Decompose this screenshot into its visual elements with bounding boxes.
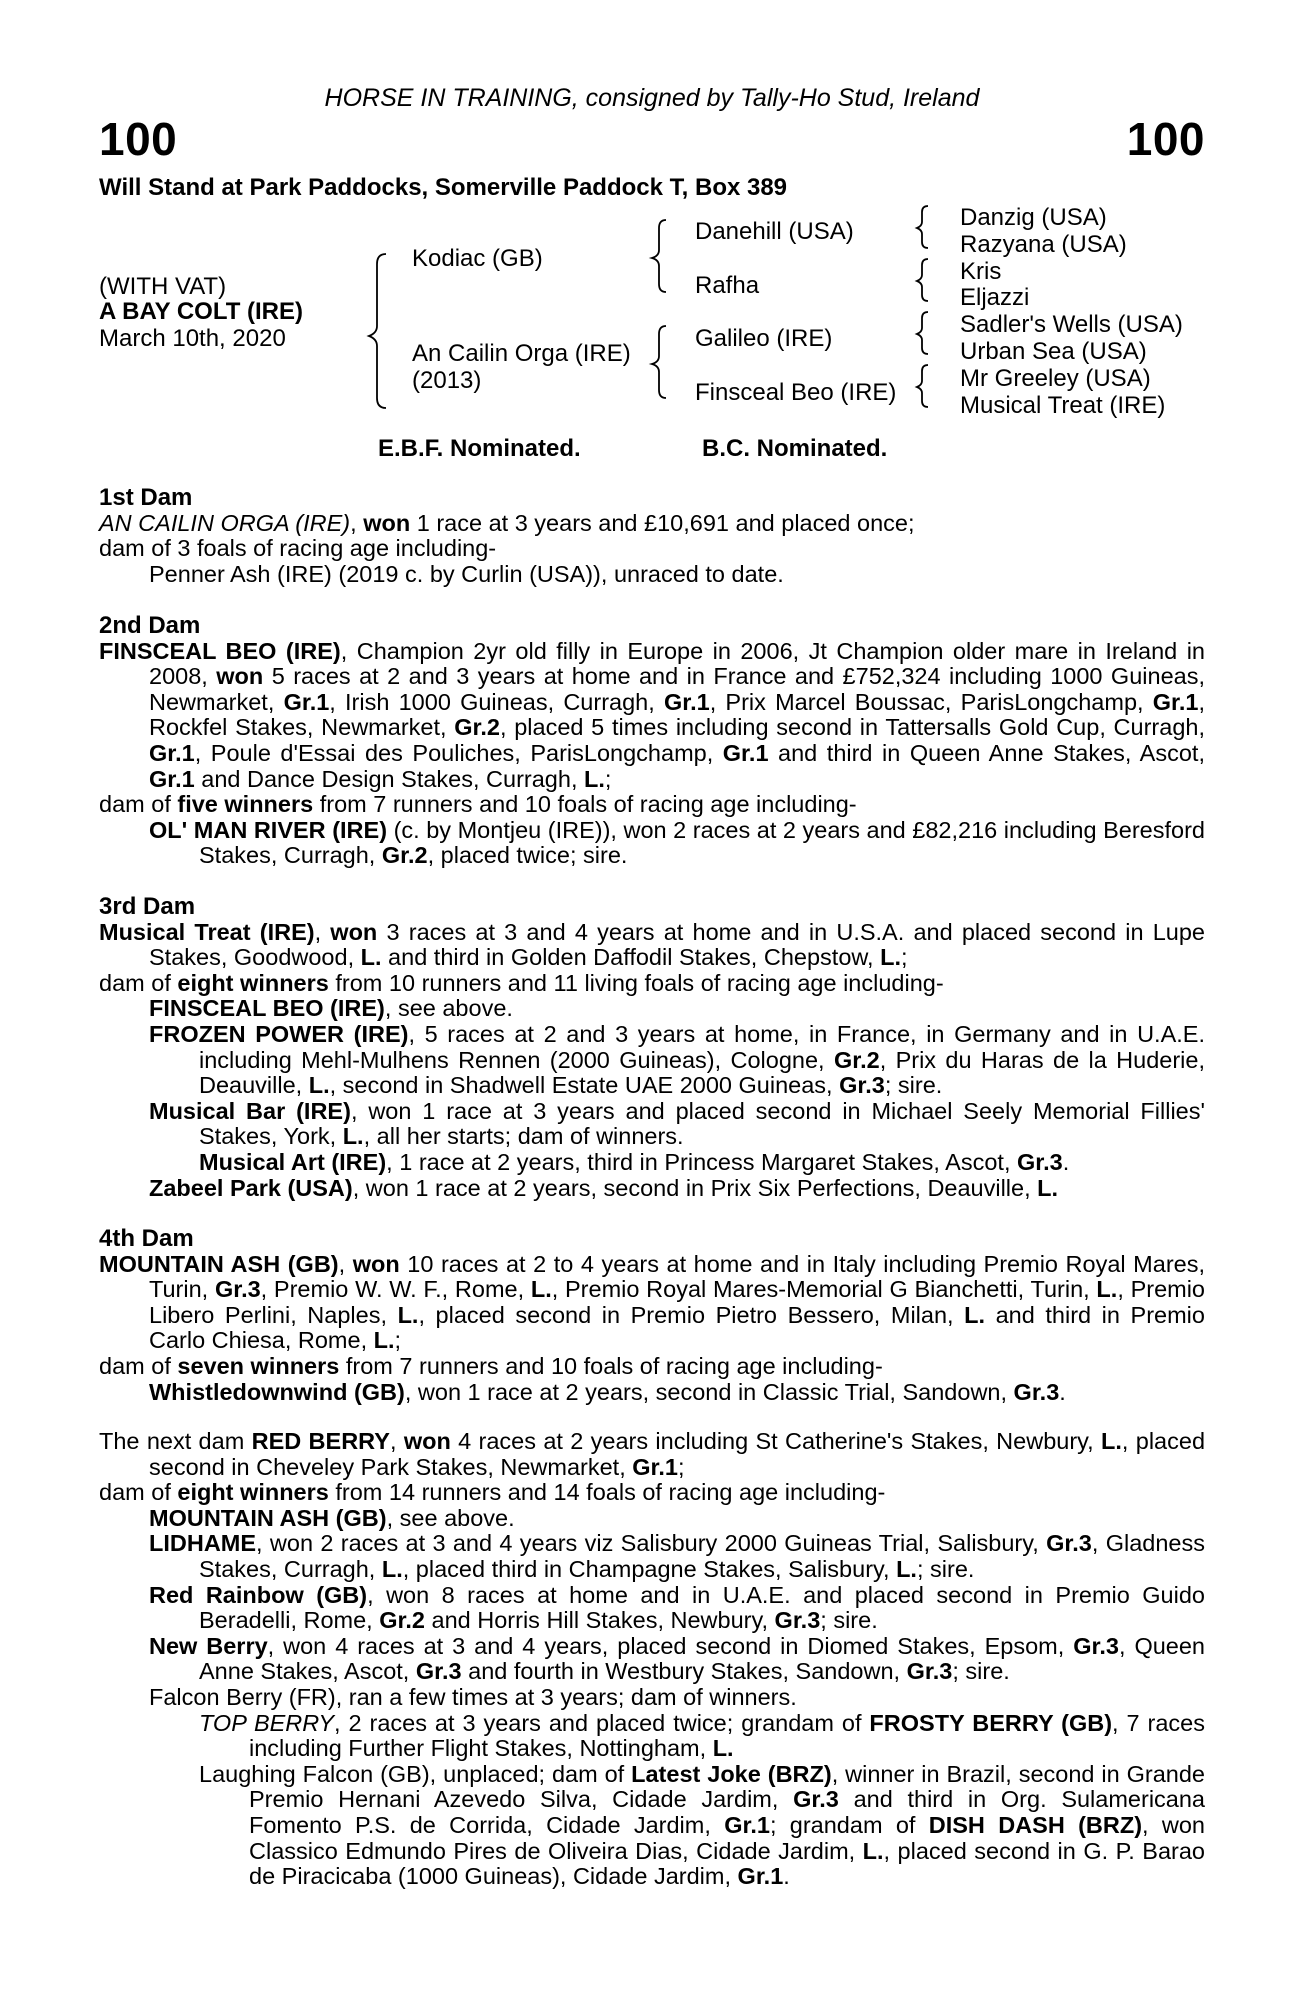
vat-note: (WITH VAT) xyxy=(99,273,227,300)
pedigree-dam-line1: An Cailin Orga (IRE) xyxy=(412,340,631,367)
brace-danehill xyxy=(917,206,928,248)
horse-dob: March 10th, 2020 xyxy=(99,325,286,352)
first-dam-produce-intro: dam of 3 foals of racing age including- xyxy=(99,535,497,562)
pedigree-dam-dam: Finsceal Beo (IRE) xyxy=(695,379,897,406)
first-dam-section xyxy=(99,485,1205,587)
first-dam-record: AN CAILIN ORGA (IRE), won 1 race at 3 years and £10,691 and placed once; xyxy=(99,509,915,536)
pedigree-dam-sire: Galileo (IRE) xyxy=(695,325,833,352)
lot-number-right: 100 xyxy=(1126,113,1205,165)
pedigree-dds: Mr Greeley (USA) xyxy=(960,365,1151,392)
third-dam-name: Musical Treat (IRE) xyxy=(99,918,315,945)
next-dam-produce-5: Falcon Berry (FR), ran a few times at 3 years; dam of winners. xyxy=(149,1683,797,1710)
bc-nomination: B.C. Nominated. xyxy=(702,435,888,462)
first-dam-heading: 1st Dam xyxy=(99,484,193,511)
brace-dam xyxy=(652,326,666,398)
pedigree-ddd: Musical Treat (IRE) xyxy=(960,392,1166,419)
pedigree-dss: Sadler's Wells (USA) xyxy=(960,311,1183,338)
pedigree-sire-dam: Rafha xyxy=(695,272,760,299)
third-dam-grandproduce-1: Musical Art (IRE), 1 race at 2 years, third in Princess Margaret Stakes, Ascot, Gr.3. xyxy=(199,1148,1070,1175)
next-dam-section xyxy=(99,1429,1205,1890)
third-dam-produce-3: Musical Bar (IRE), won 1 race at 3 years and placed second in Michael Seely Memorial Fillies' Stakes, York, L., all her starts; dam of winners. xyxy=(149,1097,1205,1150)
pedigree-sire: Kodiac (GB) xyxy=(412,245,543,272)
third-dam-produce-2: FROZEN POWER (IRE), 5 races at 2 and 3 years at home, in France, in Germany and in U.A.E. including Mehl-Mulhens Rennen (2000 Guineas), Cologne, Gr.2, Prix du Haras de la Huderie, Deauville, L., second in Shadwell Estate UAE 2000 Guineas, Gr.3; sire. xyxy=(149,1020,1205,1099)
fourth-dam-section xyxy=(99,1226,1205,1405)
pedigree-dam-line2: (2013) xyxy=(412,367,482,394)
first-dam-foal: Penner Ash (IRE) (2019 c. by Curlin (USA)), unraced to date. xyxy=(149,560,784,587)
page-header: HORSE IN TRAINING, consigned by Tally-Ho Stud, Ireland xyxy=(324,84,980,112)
pedigree-dsd: Urban Sea (USA) xyxy=(960,338,1147,365)
third-dam-produce-1: FINSCEAL BEO (IRE), see above. xyxy=(149,995,513,1022)
next-dam-grandproduce-1: TOP BERRY, 2 races at 3 years and placed twice; grandam of FROSTY BERRY (GB), 7 races including Further Flight Stakes, Nottingham, L. xyxy=(199,1709,1205,1762)
second-dam-record: FINSCEAL BEO (IRE), Champion 2yr old filly in Europe in 2006, Jt Champion older mare in Ireland in 2008, won 5 races at 2 and 3 years at home and in France and £752,324 including 1000 Guineas, Newmarket, Gr.1, Irish 1000 Guineas, Curragh, Gr.1, Prix Marcel Boussac, ParisLongchamp, Gr.1, Rockfel Stakes, Newmarket, Gr.2, placed 5 times including second in Tattersalls Gold Cup, Curragh, Gr.1, Poule d'Essai des Pouliches, ParisLongchamp, Gr.1 and third in Queen Anne Stakes, Ascot, Gr.1 and Dance Design Stakes, Curragh, L.; xyxy=(99,637,1206,792)
next-dam-grandproduce-2: Laughing Falcon (GB), unplaced; dam of Latest Joke (BRZ), winner in Brazil, second in Grande Premio Hernani Azevedo Silva, Cidade Jardim, Gr.3 and third in Org. Sulamericana Fomento P.S. de Corrida, Cidade Jardim, Gr.1; grandam of DISH DASH (BRZ), won Classico Edmundo Pires de Oliveira Dias, Cidade Jardim, L., placed second in G. P. Barao de Piracicaba (1000 Guineas), Cidade Jardim, Gr.1. xyxy=(199,1760,1206,1890)
first-dam-name: AN CAILIN ORGA (IRE) xyxy=(99,509,351,536)
third-dam-heading: 3rd Dam xyxy=(99,893,196,920)
third-dam-produce-intro: dam of eight winners from 10 runners and 11 living foals of racing age including- xyxy=(99,969,944,996)
third-dam-section xyxy=(99,894,1205,1201)
brace-galileo xyxy=(917,312,928,354)
pedigree-ssd: Razyana (USA) xyxy=(960,231,1127,258)
fourth-dam-heading: 4th Dam xyxy=(99,1225,194,1252)
next-dam-record: The next dam RED BERRY, won 4 races at 2 years including St Catherine's Stakes, Newbury, L., placed second in Cheveley Park Stakes, Newmarket, Gr.1; xyxy=(99,1428,1206,1480)
pedigree-sss: Danzig (USA) xyxy=(960,204,1107,231)
second-dam-produce-intro: dam of five winners from 7 runners and 10 foals of racing age including- xyxy=(99,791,857,818)
third-dam-record: Musical Treat (IRE), won 3 races at 3 and 4 years at home and in U.S.A. and placed second in Lupe Stakes, Goodwood, L. and third in Golden Daffodil Stakes, Chepstow, L.; xyxy=(99,918,1206,971)
ebf-nomination: E.B.F. Nominated. xyxy=(378,435,581,462)
second-dam-name: FINSCEAL BEO (IRE) xyxy=(99,637,341,664)
lot-number-left: 100 xyxy=(99,113,178,165)
fourth-dam-name: MOUNTAIN ASH (GB) xyxy=(99,1250,339,1277)
brace-finsceal xyxy=(917,365,928,407)
next-dam-produce-1: MOUNTAIN ASH (GB), see above. xyxy=(149,1504,515,1531)
second-dam-heading: 2nd Dam xyxy=(99,612,201,639)
next-dam-produce-3: Red Rainbow (GB), won 8 races at home and in U.A.E. and placed second in Premio Guido Beradelli, Rome, Gr.2 and Horris Hill Stakes, Newbury, Gr.3; sire. xyxy=(149,1581,1205,1634)
fourth-dam-record: MOUNTAIN ASH (GB), won 10 races at 2 to 4 years at home and in Italy including Premio Royal Mares, Turin, Gr.3, Premio W. W. F., Rome, L., Premio Royal Mares-Memorial G Bianchetti, Turin, L., Premio Libero Perlini, Naples, L., placed second in Premio Pietro Bessero, Milan, L. and third in Premio Carlo Chiesa, Rome, L.; xyxy=(99,1250,1206,1354)
pedigree-sdd: Eljazzi xyxy=(960,284,1030,311)
next-dam-produce-2: LIDHAME, won 2 races at 3 and 4 years viz Salisbury 2000 Guineas Trial, Salisbury, Gr.3, Gladness Stakes, Curragh, L., placed third in Champagne Stakes, Salisbury, L.; sire. xyxy=(149,1530,1205,1582)
fourth-dam-produce-intro: dam of seven winners from 7 runners and 10 foals of racing age including- xyxy=(99,1352,883,1379)
next-dam-produce-intro: dam of eight winners from 14 runners and 14 foals of racing age including- xyxy=(99,1479,886,1506)
next-dam-name: RED BERRY xyxy=(251,1428,390,1454)
next-dam-produce-4: New Berry, won 4 races at 3 and 4 years, placed second in Diomed Stakes, Epsom, Gr.3, Queen Anne Stakes, Ascot, Gr.3 and fourth in Westbury Stakes, Sandown, Gr.3; sire. xyxy=(149,1632,1205,1685)
pedigree-sire-sire: Danehill (USA) xyxy=(695,218,854,245)
pedigree-sds: Kris xyxy=(960,258,1002,285)
brace-rafha xyxy=(917,259,928,301)
horse-name: A BAY COLT (IRE) xyxy=(99,298,304,325)
second-dam-produce-1: OL' MAN RIVER (IRE) (c. by Montjeu (IRE)), won 2 races at 2 years and £82,216 including Beresford Stakes, Curragh, Gr.2, placed twice; sire. xyxy=(149,816,1205,869)
brace-sire xyxy=(652,220,666,292)
brace-main xyxy=(369,254,386,408)
fourth-dam-produce-1: Whistledownwind (GB), won 1 race at 2 years, second in Classic Trial, Sandown, Gr.3. xyxy=(149,1378,1066,1405)
second-dam-section xyxy=(99,613,1205,869)
stand-location: Will Stand at Park Paddocks, Somerville Paddock T, Box 389 xyxy=(99,174,788,201)
third-dam-produce-4: Zabeel Park (USA), won 1 race at 2 years, second in Prix Six Perfections, Deauville, L. xyxy=(149,1174,1059,1201)
